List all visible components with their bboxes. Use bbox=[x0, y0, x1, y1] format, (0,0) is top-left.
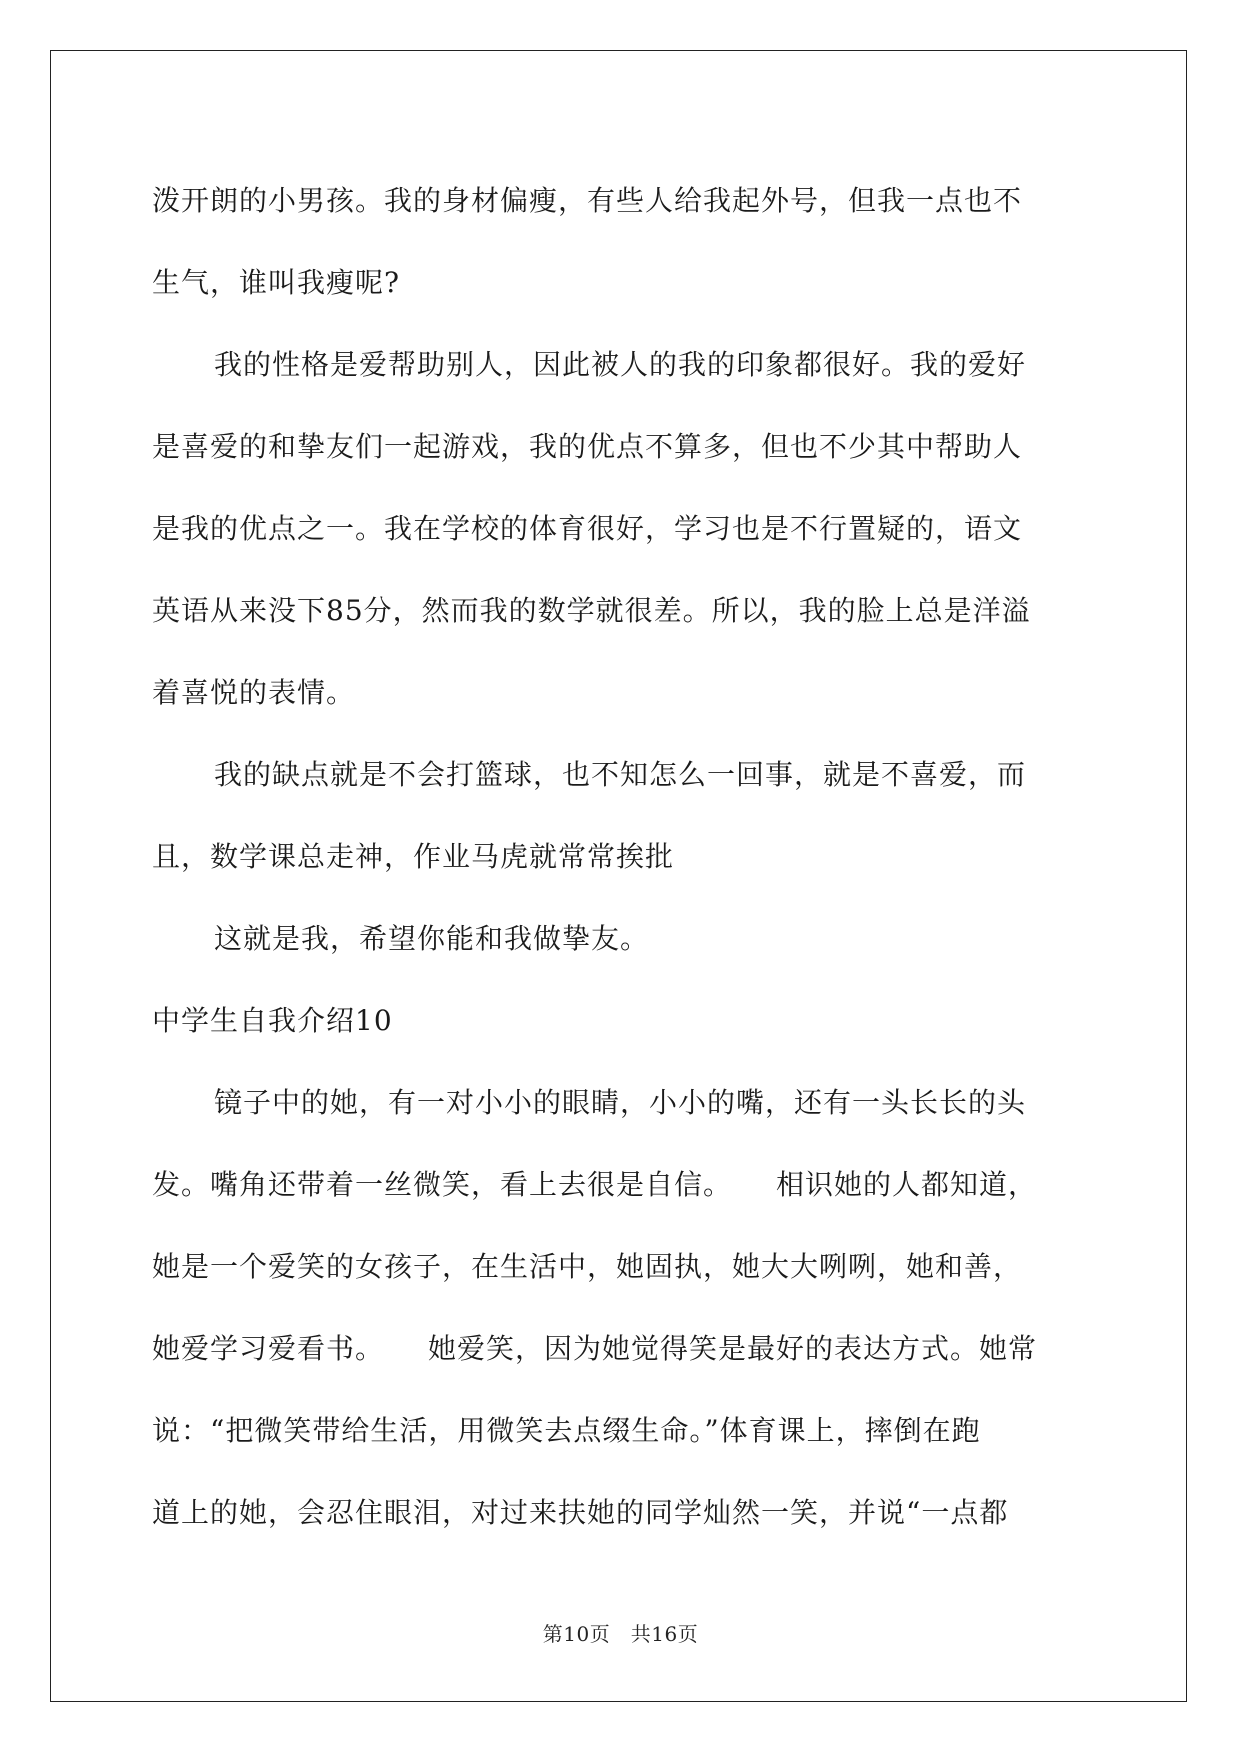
paragraph-line: 英语从来没下85分，然而我的数学就很差。所以，我的脸上总是洋溢 bbox=[152, 594, 1031, 627]
paragraph-line: 生气，谁叫我瘦呢? bbox=[152, 266, 401, 299]
page-number-footer: 第10页 共16页 bbox=[542, 1622, 699, 1646]
paragraph-line: 道上的她，会忍住眼泪，对过来扶她的同学灿然一笑，并说“一点都 bbox=[152, 1496, 1009, 1529]
paragraph-line: 说：“把微笑带给生活，用微笑去点缀生命。”体育课上，摔倒在跑 bbox=[152, 1414, 981, 1447]
section-heading: 中学生自我介绍10 bbox=[152, 1004, 393, 1037]
paragraph-line: 发。嘴角还带着一丝微笑，看上去很是自信。 相识她的人都知道， bbox=[152, 1168, 1038, 1201]
paragraph-line: 泼开朗的小男孩。我的身材偏瘦，有些人给我起外号，但我一点也不 bbox=[152, 184, 1023, 217]
paragraph-line: 着喜悦的表情。 bbox=[152, 676, 356, 709]
paragraph-line: 我的性格是爱帮助别人，因此被人的我的印象都很好。我的爱好 bbox=[214, 348, 1027, 381]
paragraph-line: 她是一个爱笑的女孩子，在生活中，她固执，她大大咧咧，她和善， bbox=[152, 1250, 1023, 1283]
paragraph-line: 我的缺点就是不会打篮球，也不知怎么一回事，就是不喜爱，而 bbox=[214, 758, 1027, 791]
paragraph-line: 她爱学习爱看书。 她爱笑，因为她觉得笑是最好的表达方式。她常 bbox=[152, 1332, 1038, 1365]
paragraph-line: 是喜爱的和挚友们一起游戏，我的优点不算多，但也不少其中帮助人 bbox=[152, 430, 1023, 463]
paragraph-line: 这就是我，希望你能和我做挚友。 bbox=[214, 922, 650, 955]
paragraph-line: 是我的优点之一。我在学校的体育很好，学习也是不行置疑的，语文 bbox=[152, 512, 1023, 545]
paragraph-line: 镜子中的她，有一对小小的眼睛，小小的嘴，还有一头长长的头 bbox=[214, 1086, 1027, 1119]
document-body bbox=[152, 160, 1112, 1554]
paragraph-line: 且，数学课总走神，作业马虎就常常挨批 bbox=[152, 840, 675, 873]
